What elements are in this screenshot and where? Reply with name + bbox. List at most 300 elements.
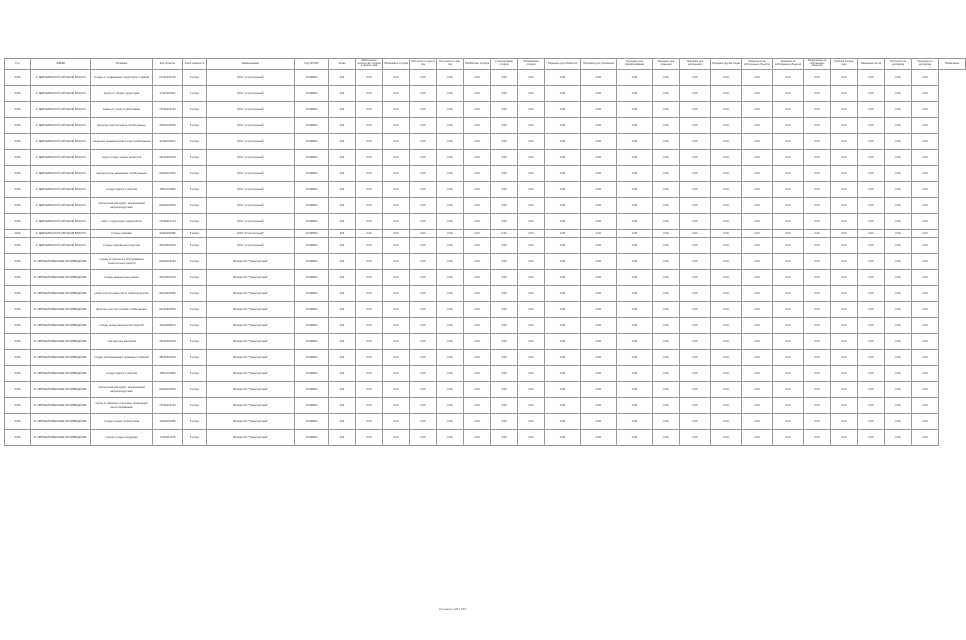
cell-year: 2016 (5, 102, 31, 118)
cell-organization: Филиал АО "Транспортный" (207, 318, 295, 334)
cell-value: 0,00 (912, 366, 939, 382)
cell-oktmo: 14708000 (295, 334, 329, 350)
column-header: Орган (329, 59, 356, 70)
cell-year: 2016 (5, 238, 31, 254)
cell-value: 0,00 (518, 134, 545, 150)
cell-value: 0,00 (831, 214, 858, 230)
cell-authority: 346 (329, 398, 356, 414)
table-row (5, 150, 966, 166)
cell-value: 0,00 (804, 86, 831, 102)
cell-value: 0,00 (804, 366, 831, 382)
cell-value: 0,00 (804, 238, 831, 254)
column-header: Изменение за год (858, 59, 885, 70)
cell-value: 0,00 (437, 334, 464, 350)
cell-value: 0,00 (617, 382, 653, 398)
cell-value: 0,00 (617, 118, 653, 134)
cell-value: 0,00 (804, 182, 831, 198)
cell-value: 0,00 (617, 182, 653, 198)
cell-value: 0,00 (742, 270, 773, 286)
cell-value: 0,00 (653, 102, 680, 118)
table-row (5, 430, 966, 446)
cell-value: 0,00 (912, 198, 939, 214)
cell-value: 0,00 (356, 334, 383, 350)
cell-value: 0,00 (653, 286, 680, 302)
cell-year: 2016 (5, 134, 31, 150)
cell-oktmo: 14708000 (295, 134, 329, 150)
cell-description: лом цветных металлов (91, 334, 153, 350)
cell-value: 0,00 (545, 270, 581, 286)
cell-organization: ООО "Строительный" (207, 198, 295, 214)
cell-value: 0,00 (383, 134, 410, 150)
cell-year: 2016 (5, 286, 31, 302)
cell-value: 0,00 (518, 302, 545, 318)
cell-value: 0,00 (680, 398, 711, 414)
cell-year: 2016 (5, 150, 31, 166)
cell-value: 0,00 (581, 198, 617, 214)
cell-value: 0,00 (680, 254, 711, 270)
cell-value: 0,00 (581, 254, 617, 270)
cell-value: 0,00 (617, 350, 653, 366)
cell-value: 0,00 (464, 286, 491, 302)
table-row (5, 414, 966, 430)
cell-value: 0,00 (858, 414, 885, 430)
column-header: Примечание (939, 59, 966, 70)
cell-value: 0,00 (742, 382, 773, 398)
cell-okved: А. ДЕЯТЕЛЬНОСТЬ ОРГАНОВ ВЛАСТИ (31, 214, 91, 230)
cell-code: 91920401603 (153, 198, 183, 214)
cell-value: 0,00 (464, 214, 491, 230)
cell-value: 0,00 (464, 366, 491, 382)
cell-value: 0,00 (742, 102, 773, 118)
cell-value: 0,00 (491, 238, 518, 254)
cell-value: 0,00 (410, 230, 437, 238)
cell-oktmo: 14708000 (295, 102, 329, 118)
cell-organization: Филиал АО "Транспортный" (207, 254, 295, 270)
cell-value: 0,00 (545, 414, 581, 430)
cell-value: 0,00 (437, 198, 464, 214)
cell-value: 0,00 (383, 382, 410, 398)
cell-authority: 346 (329, 214, 356, 230)
cell-value: 0,00 (742, 302, 773, 318)
cell-value: 0,00 (858, 398, 885, 414)
cell-value: 0,00 (653, 118, 680, 134)
cell-value: 0,00 (858, 430, 885, 446)
cell-value: 0,00 (773, 414, 804, 430)
cell-value: 0,00 (885, 254, 912, 270)
cell-value: 0,00 (831, 350, 858, 366)
cell-authority: 346 (329, 166, 356, 182)
table-row (5, 230, 966, 238)
cell-authority: 346 (329, 366, 356, 382)
cell-value: 0,00 (711, 350, 742, 366)
cell-year: 2016 (5, 118, 31, 134)
cell-organization: ООО "Строительный" (207, 182, 295, 198)
cell-value: 0,00 (773, 334, 804, 350)
cell-value: 0,00 (742, 150, 773, 166)
cell-value: 0,00 (912, 230, 939, 238)
cell-value: 0,00 (831, 118, 858, 134)
cell-authority: 346 (329, 334, 356, 350)
cell-value: 0,00 (773, 134, 804, 150)
page-footer: Страница 129 / 134 (439, 607, 466, 611)
table-row (5, 334, 966, 350)
cell-value: 0,00 (518, 286, 545, 302)
cell-value: 0,00 (858, 286, 885, 302)
cell-organization: ООО "Строительный" (207, 118, 295, 134)
cell-code: 91920102394 (153, 254, 183, 270)
cell-value: 0,00 (464, 86, 491, 102)
table-row (5, 350, 966, 366)
cell-value: 0,00 (383, 430, 410, 446)
cell-okved: В. ОБРАБАТЫВАЮЩИЕ ПРОИЗВОДСТВА (31, 350, 91, 366)
cell-value: 0,00 (356, 366, 383, 382)
cell-value: 0,00 (831, 230, 858, 238)
cell-value: 0,00 (581, 134, 617, 150)
cell-value: 0,00 (680, 414, 711, 430)
cell-value: 0,00 (831, 270, 858, 286)
cell-value: 0,00 (858, 254, 885, 270)
column-header: Класс опасности (183, 59, 207, 70)
cell-value: 0,00 (653, 230, 680, 238)
cell-value: 0,00 (383, 150, 410, 166)
cell-value: 0,00 (831, 198, 858, 214)
cell-value: 0,00 (831, 86, 858, 102)
cell-value: 0,00 (742, 238, 773, 254)
cell-value: 0,00 (885, 270, 912, 286)
cell-value: 0,00 (545, 334, 581, 350)
table-row (5, 254, 966, 270)
cell-value: 0,00 (383, 182, 410, 198)
cell-value: 0,00 (653, 302, 680, 318)
cell-hazard-class: 5 класс (183, 366, 207, 382)
cell-value: 0,00 (437, 118, 464, 134)
cell-value: 0,00 (491, 198, 518, 214)
cell-authority: 346 (329, 318, 356, 334)
cell-value: 0,00 (410, 366, 437, 382)
cell-value: 0,00 (804, 198, 831, 214)
cell-value: 0,00 (491, 382, 518, 398)
cell-hazard-class: 4 класс (183, 214, 207, 230)
cell-value: 0,00 (518, 70, 545, 86)
table-row (5, 102, 966, 118)
cell-value: 0,00 (773, 366, 804, 382)
cell-value: 0,00 (885, 86, 912, 102)
cell-value: 0,00 (356, 414, 383, 430)
cell-value: 0,00 (885, 334, 912, 350)
cell-value: 0,00 (742, 254, 773, 270)
cell-value: 0,00 (858, 318, 885, 334)
cell-value: 0,00 (711, 102, 742, 118)
cell-value: 0,00 (545, 398, 581, 414)
cell-authority: 346 (329, 238, 356, 254)
cell-value: 0,00 (885, 398, 912, 414)
cell-value: 0,00 (858, 230, 885, 238)
cell-value: 0,00 (858, 150, 885, 166)
cell-value: 0,00 (653, 366, 680, 382)
cell-value: 0,00 (653, 414, 680, 430)
cell-value: 0,00 (617, 286, 653, 302)
cell-value: 0,00 (437, 270, 464, 286)
cell-value: 0,00 (617, 70, 653, 86)
cell-oktmo: 14708000 (295, 86, 329, 102)
cell-value: 0,00 (518, 270, 545, 286)
cell-value: 0,00 (831, 254, 858, 270)
cell-value: 0,00 (581, 334, 617, 350)
cell-okved: В. ОБРАБАТЫВАЮЩИЕ ПРОИЗВОДСТВА (31, 318, 91, 334)
cell-year: 2016 (5, 230, 31, 238)
cell-value: 0,00 (885, 134, 912, 150)
cell-value: 0,00 (680, 238, 711, 254)
cell-value: 0,00 (680, 214, 711, 230)
cell-value: 0,00 (410, 214, 437, 230)
cell-value: 0,00 (858, 238, 885, 254)
table-row (5, 134, 966, 150)
cell-value: 0,00 (858, 302, 885, 318)
table-body (5, 70, 966, 446)
cell-okved: А. ДЕЯТЕЛЬНОСТЬ ОРГАНОВ ВЛАСТИ (31, 102, 91, 118)
cell-authority: 346 (329, 286, 356, 302)
table-row (5, 70, 966, 86)
cell-value: 0,00 (545, 286, 581, 302)
cell-authority: 346 (329, 254, 356, 270)
cell-organization: ООО "Строительный" (207, 238, 295, 254)
cell-authority: 346 (329, 198, 356, 214)
cell-authority: 346 (329, 302, 356, 318)
cell-description: отходы пленки полиэтилена (91, 414, 153, 430)
cell-value: 0,00 (383, 414, 410, 430)
cell-description: лампы ртутные отработанные (91, 102, 153, 118)
cell-organization: Филиал АО "Транспортный" (207, 366, 295, 382)
cell-organization: ООО "Строительный" (207, 86, 295, 102)
cell-value: 0,00 (653, 430, 680, 446)
cell-value: 0,00 (912, 214, 939, 230)
cell-value: 0,00 (617, 334, 653, 350)
cell-hazard-class: 3 класс (183, 286, 207, 302)
cell-value: 0,00 (742, 286, 773, 302)
cell-value: 0,00 (912, 254, 939, 270)
cell-hazard-class: 3 класс (183, 198, 207, 214)
cell-value: 0,00 (356, 398, 383, 414)
cell-value: 0,00 (410, 254, 437, 270)
cell-value: 0,00 (653, 334, 680, 350)
column-header: Передано другим лицам (711, 59, 742, 70)
cell-value: 0,00 (680, 102, 711, 118)
cell-value: 0,00 (912, 70, 939, 86)
cell-value: 0,00 (491, 302, 518, 318)
cell-value: 0,00 (491, 70, 518, 86)
cell-okved: А. ДЕЯТЕЛЬНОСТЬ ОРГАНОВ ВЛАСТИ (31, 134, 91, 150)
cell-value: 0,00 (912, 150, 939, 166)
cell-value: 0,00 (545, 150, 581, 166)
cell-value: 0,00 (518, 382, 545, 398)
cell-value: 0,00 (581, 230, 617, 238)
cell-value: 0,00 (545, 166, 581, 182)
cell-code: 47110101521 (153, 86, 183, 102)
cell-okved: А. ДЕЯТЕЛЬНОСТЬ ОРГАНОВ ВЛАСТИ (31, 238, 91, 254)
cell-value: 0,00 (437, 318, 464, 334)
cell-value: 0,00 (491, 86, 518, 102)
cell-value: 0,00 (680, 350, 711, 366)
cell-value: 0,00 (742, 366, 773, 382)
cell-value: 0,00 (545, 382, 581, 398)
cell-okved: А. ДЕЯТЕЛЬНОСТЬ ОРГАНОВ ВЛАСТИ (31, 118, 91, 134)
cell-value: 0,00 (464, 70, 491, 86)
cell-value: 0,00 (491, 102, 518, 118)
cell-year: 2016 (5, 86, 31, 102)
cell-organization: ООО "Строительный" (207, 70, 295, 86)
cell-value: 0,00 (410, 286, 437, 302)
cell-description: отходы бумаги и картона (91, 182, 153, 198)
cell-organization: Филиал АО "Транспортный" (207, 286, 295, 302)
column-header: Передано для хранения (653, 59, 680, 70)
cell-value: 0,00 (383, 102, 410, 118)
cell-value: 0,00 (858, 70, 885, 86)
cell-value: 0,00 (518, 318, 545, 334)
cell-value: 0,00 (885, 430, 912, 446)
cell-code: 91920401603 (153, 382, 183, 398)
cell-oktmo: 14708000 (295, 382, 329, 398)
cell-value: 0,00 (410, 86, 437, 102)
cell-organization: ООО "Строительный" (207, 230, 295, 238)
cell-value: 0,00 (804, 414, 831, 430)
cell-code: 07130101721 (153, 70, 183, 86)
cell-value: 0,00 (680, 334, 711, 350)
cell-value: 0,00 (653, 350, 680, 366)
cell-value: 0,00 (383, 118, 410, 134)
cell-value: 0,00 (356, 430, 383, 446)
cell-value: 0,00 (773, 182, 804, 198)
cell-value: 0,00 (804, 302, 831, 318)
cell-value: 0,00 (356, 70, 383, 86)
cell-value: 0,00 (804, 270, 831, 286)
cell-value: 0,00 (773, 70, 804, 86)
cell-value: 0,00 (356, 214, 383, 230)
cell-value: 0,00 (464, 102, 491, 118)
cell-hazard-class: 5 класс (183, 414, 207, 430)
cell-value: 0,00 (464, 238, 491, 254)
cell-year: 2016 (5, 318, 31, 334)
cell-value: 0,00 (410, 302, 437, 318)
cell-value: 0,00 (711, 302, 742, 318)
cell-value: 0,00 (711, 398, 742, 414)
cell-value: 0,00 (581, 70, 617, 86)
cell-oktmo: 14708000 (295, 350, 329, 366)
cell-oktmo: 14708000 (295, 230, 329, 238)
cell-value: 0,00 (581, 382, 617, 398)
cell-value: 0,00 (885, 286, 912, 302)
table-row (5, 366, 966, 382)
cell-value: 0,00 (545, 254, 581, 270)
cell-value: 0,00 (491, 414, 518, 430)
cell-value: 0,00 (410, 430, 437, 446)
cell-value: 0,00 (831, 182, 858, 198)
cell-value: 0,00 (742, 134, 773, 150)
cell-value: 0,00 (437, 366, 464, 382)
cell-description: смет с территории предприятия (91, 214, 153, 230)
cell-value: 0,00 (858, 118, 885, 134)
cell-hazard-class: 3 класс (183, 270, 207, 286)
cell-code: 43114099514 (153, 318, 183, 334)
cell-okved: А. ДЕЯТЕЛЬНОСТЬ ОРГАНОВ ВЛАСТИ (31, 166, 91, 182)
column-header: Поступило от физ. лиц (437, 59, 464, 70)
cell-value: 0,00 (518, 182, 545, 198)
cell-value: 0,00 (383, 398, 410, 414)
cell-value: 0,00 (711, 318, 742, 334)
cell-organization: Филиал АО "Транспортный" (207, 302, 295, 318)
cell-oktmo: 14708000 (295, 318, 329, 334)
cell-value: 0,00 (581, 182, 617, 198)
cell-value: 0,00 (711, 198, 742, 214)
cell-authority: 346 (329, 430, 356, 446)
cell-oktmo: 14708000 (295, 182, 329, 198)
cell-value: 0,00 (858, 134, 885, 150)
cell-value: 0,00 (742, 214, 773, 230)
cell-value: 0,00 (464, 150, 491, 166)
cell-value: 0,00 (711, 182, 742, 198)
cell-okved: В. ОБРАБАТЫВАЮЩИЕ ПРОИЗВОДСТВА (31, 270, 91, 286)
cell-value: 0,00 (858, 166, 885, 182)
column-header: Передано для обезвреживания (617, 59, 653, 70)
cell-value: 0,00 (545, 102, 581, 118)
cell-code: 74191111725 (153, 430, 183, 446)
cell-value: 0,00 (653, 318, 680, 334)
cell-hazard-class: 5 класс (183, 350, 207, 366)
cell-value: 0,00 (804, 118, 831, 134)
cell-value: 0,00 (383, 302, 410, 318)
cell-value: 0,00 (356, 150, 383, 166)
cell-value: 0,00 (742, 230, 773, 238)
cell-value: 0,00 (437, 286, 464, 302)
cell-value: 0,00 (410, 382, 437, 398)
cell-organization: Филиал АО "Транспортный" (207, 430, 295, 446)
cell-code: 73339001714 (153, 214, 183, 230)
cell-value: 0,00 (885, 70, 912, 86)
cell-value: 0,00 (410, 334, 437, 350)
cell-value: 0,00 (773, 198, 804, 214)
cell-value: 0,00 (912, 134, 939, 150)
cell-value: 0,00 (464, 318, 491, 334)
cell-organization: ООО "Строительный" (207, 166, 295, 182)
cell-value: 0,00 (773, 86, 804, 102)
cell-value: 0,00 (545, 70, 581, 86)
cell-value: 0,00 (885, 214, 912, 230)
cell-hazard-class: 5 класс (183, 182, 207, 198)
column-header: Наличие в конце года (831, 59, 858, 70)
cell-value: 0,00 (581, 430, 617, 446)
cell-value: 0,00 (885, 414, 912, 430)
cell-value: 0,00 (518, 230, 545, 238)
cell-authority: 346 (329, 86, 356, 102)
cell-value: 0,00 (804, 230, 831, 238)
table-row (5, 382, 966, 398)
cell-value: 0,00 (581, 102, 617, 118)
cell-value: 0,00 (491, 318, 518, 334)
cell-value: 0,00 (545, 118, 581, 134)
cell-value: 0,00 (831, 334, 858, 350)
cell-value: 0,00 (885, 102, 912, 118)
column-header: Размещено на собственных объектах (742, 59, 773, 70)
cell-value: 0,00 (410, 198, 437, 214)
cell-code: 43411002295 (153, 414, 183, 430)
cell-value: 0,00 (545, 430, 581, 446)
cell-organization: ООО "Строительный" (207, 134, 295, 150)
cell-value: 0,00 (711, 230, 742, 238)
column-header: Поступило от других лиц (410, 59, 437, 70)
cell-value: 0,00 (491, 398, 518, 414)
cell-value: 0,00 (912, 166, 939, 182)
cell-value: 0,00 (912, 270, 939, 286)
cell-authority: 346 (329, 134, 356, 150)
